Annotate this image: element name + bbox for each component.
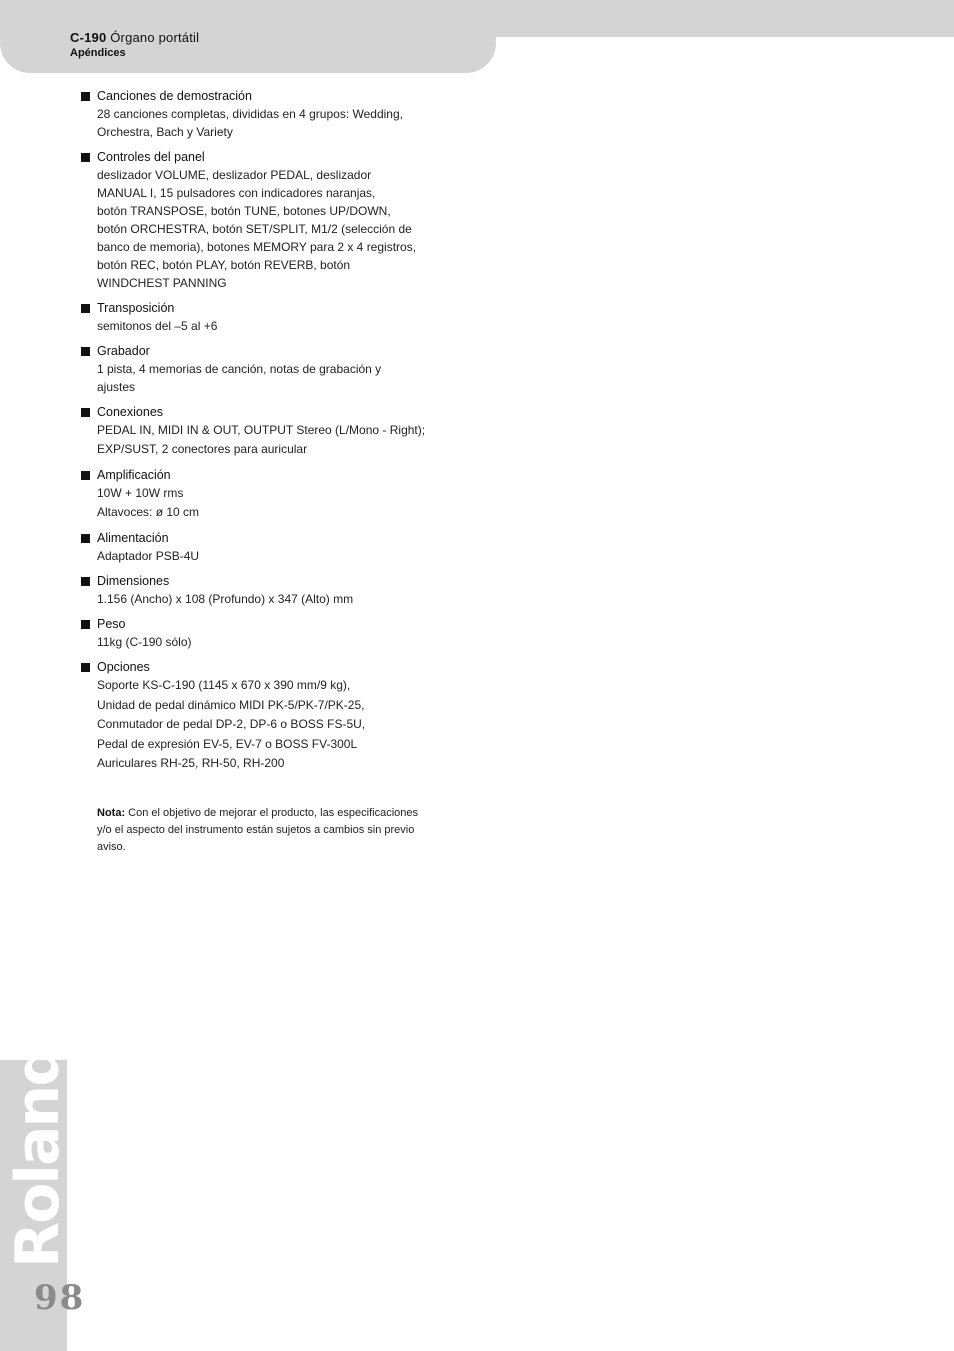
spec-line: Conmutador de pedal DP-2, DP-6 o BOSS FS-5U, <box>97 717 366 731</box>
spec-item <box>81 658 431 774</box>
spec-heading <box>81 299 431 317</box>
spec-line: botón TRANSPOSE, botón TUNE, botones UP/DOWN, botón ORCHESTRA, botón SET/SPLIT, M1/2 (selección de banco de memoria), botones MEMORY para 2 x 4 registros, botón REC, botón PLAY, botón REVERB, botón WINDCHEST PANNING <box>97 204 417 290</box>
spec-value <box>97 590 431 608</box>
spec-item <box>81 572 431 608</box>
spec-value <box>97 421 431 459</box>
section-title: Apéndices <box>70 47 126 59</box>
spec-list <box>81 87 431 781</box>
square-bullet-icon <box>81 471 90 480</box>
spec-value <box>97 484 431 522</box>
spec-label: Transposición <box>97 301 175 315</box>
spec-label: Amplificación <box>97 468 171 482</box>
note-label: Nota: <box>97 807 126 819</box>
spec-heading <box>81 342 431 360</box>
spec-line: 11kg (C-190 sólo) <box>97 635 192 649</box>
spec-line: PEDAL IN, MIDI IN & OUT, OUTPUT Stereo (L/Mono - Right); EXP/SUST, 2 conectores para auricular <box>97 423 426 456</box>
disclaimer-note <box>97 805 432 856</box>
product-name: Órgano portátil <box>110 30 200 45</box>
spec-line: Auriculares RH-25, RH-50, RH-200 <box>97 756 285 770</box>
spec-item <box>81 148 431 292</box>
spec-heading <box>81 572 431 590</box>
spec-heading <box>81 615 431 633</box>
spec-line: deslizador VOLUME, deslizador PEDAL, deslizador MANUAL I, 15 pulsadores con indicadores naranjas, <box>97 168 376 200</box>
square-bullet-icon <box>81 304 90 313</box>
spec-heading <box>81 87 431 105</box>
spec-label: Alimentación <box>97 531 169 545</box>
square-bullet-icon <box>81 92 90 101</box>
note-text: Con el objetivo de mejorar el producto, las especificaciones y/o el aspecto del instrumento están sujetos a cambios sin previo aviso. <box>97 807 418 853</box>
spec-heading <box>81 658 431 676</box>
spec-heading <box>81 466 431 484</box>
spec-label: Grabador <box>97 344 150 358</box>
spec-heading <box>81 148 431 166</box>
spec-line: semitonos del –5 al +6 <box>97 319 218 333</box>
spec-item <box>81 403 431 459</box>
spec-heading <box>81 403 431 421</box>
spec-line: 1 pista, 4 memorias de canción, notas de grabación y ajustes <box>97 362 382 394</box>
square-bullet-icon <box>81 347 90 356</box>
spec-line: Pedal de expresión EV-5, EV-7 o BOSS FV-300L <box>97 736 358 751</box>
model-name: C-190 <box>70 30 107 45</box>
spec-line: Soporte KS-C-190 (1145 x 670 x 390 mm/9 kg), <box>97 678 351 692</box>
square-bullet-icon <box>81 534 90 543</box>
spec-value <box>97 633 431 651</box>
spec-value <box>97 166 431 292</box>
roland-logo-text: Roland <box>3 1045 73 1268</box>
square-bullet-icon <box>81 620 90 629</box>
square-bullet-icon <box>81 408 90 417</box>
spec-label: Controles del panel <box>97 150 205 164</box>
page-number: 98 <box>34 1278 86 1318</box>
square-bullet-icon <box>81 577 90 586</box>
spec-line: Altavoces: ø 10 cm <box>97 505 200 519</box>
spec-label: Canciones de demostración <box>97 89 252 103</box>
spec-value <box>97 105 431 141</box>
spec-line: 28 canciones completas, divididas en 4 grupos: Wedding, Orchestra, Bach y Variety <box>97 107 403 139</box>
spec-label: Dimensiones <box>97 574 170 588</box>
spec-item <box>81 466 431 522</box>
spec-label: Opciones <box>97 660 150 674</box>
square-bullet-icon <box>81 153 90 162</box>
spec-value <box>97 676 431 774</box>
spec-item <box>81 342 431 396</box>
spec-label: Conexiones <box>97 405 164 419</box>
spec-heading <box>81 529 431 547</box>
spec-value <box>97 360 431 396</box>
spec-line: 10W + 10W rms <box>97 486 184 500</box>
square-bullet-icon <box>81 663 90 672</box>
spec-line: Adaptador PSB-4U <box>97 549 200 563</box>
spec-item <box>81 87 431 141</box>
spec-line: 1.156 (Ancho) x 108 (Profundo) x 347 (Alto) mm <box>97 592 354 606</box>
spec-value <box>97 547 431 565</box>
spec-label: Peso <box>97 617 126 631</box>
document-title <box>70 30 199 45</box>
spec-line: Unidad de pedal dinámico MIDI PK-5/PK-7/PK-25, <box>97 697 365 712</box>
spec-item <box>81 299 431 335</box>
spec-item <box>81 615 431 651</box>
spec-item <box>81 529 431 565</box>
spec-value <box>97 317 431 335</box>
